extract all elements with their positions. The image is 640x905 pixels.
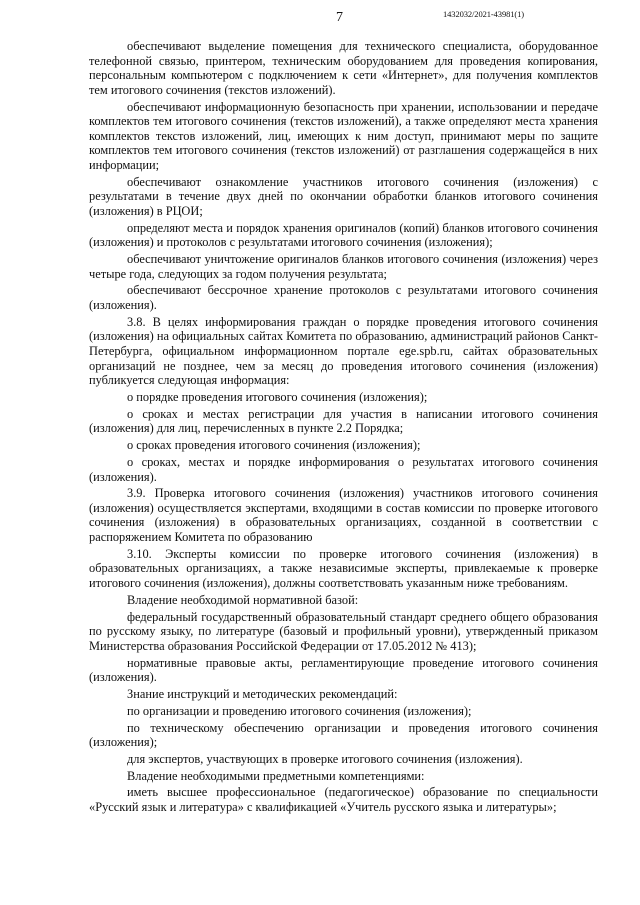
paragraph-instructions: Знание инструкций и методических рекомендаций: xyxy=(127,686,398,701)
paragraph-registration-info: о сроках и местах регистрации для участия в написании итогового сочинения (изложения) для лиц, перечисленных в пункте 2.2 Порядка; xyxy=(89,406,598,436)
paragraph-3-9: 3.9. Проверка итогового сочинения (изложения) участников итогового сочинения (изложения) осуществляется экспертами, входящими в состав комиссии по проверке итогового сочинения (изложения) в образовательных организациях, созданной в соответствии с распоряжением Комитета по образованию xyxy=(89,486,598,545)
paragraph-results-info: о сроках, местах и порядке информирования о результатах итогового сочинения (изложения). xyxy=(89,454,598,484)
paragraph-permanent-storage: обеспечивают бессрочное хранение протоколов с результатами итогового сочинения (изложения). xyxy=(89,283,598,313)
paragraph-information-security: обеспечивают информационную безопасность при хранении, использовании и передаче комплектов тем итогового сочинения (текстов изложений), а также определяют места хранения комплектов текстов изложений, лиц, имеющих к ним доступ, принимают меры по защите комплектов тем итогового сочинения (текстов изложений) от разглашения содержащейся в них информации; xyxy=(89,99,598,172)
page-number: 7 xyxy=(336,10,343,25)
paragraph-fgos: федеральный государственный образовательный стандарт среднего общего образования по русскому языку, по литературе (базовый и профильный уровни), утвержденный приказом Министерства образования Российской Федерации от 17.05.2012 № 413); xyxy=(89,609,598,653)
paragraph-competencies: Владение необходимыми предметными компетенциями: xyxy=(127,768,425,783)
paragraph-normative-base: Владение необходимой нормативной базой: xyxy=(127,592,359,607)
paragraph-3-10: 3.10. Эксперты комиссии по проверке итогового сочинения (изложения) в образовательных организациях, а также независимые эксперты, привлекаемые к проверке итогового сочинения (изложения), должны соответствовать указанным ниже требованиям. xyxy=(89,546,598,591)
document-id: 1432032/2021-43981(1) xyxy=(443,9,525,19)
paragraph-organization: по организации и проведению итогового сочинения (изложения); xyxy=(127,703,472,718)
paragraph-for-experts: для экспертов, участвующих в проверке итогового сочинения (изложения). xyxy=(127,751,523,766)
paragraph-3-8: 3.8. В целях информирования граждан о порядке проведения итогового сочинения (изложения) на официальных сайтах Комитета по образованию, администраций районов Санкт-Петербурга, официальном информационном портале ege.spb.ru, сайтах образовательных организаций не позднее, чем за месяц до проведения итогового сочинения (изложения) публикуется следующая информация: xyxy=(89,314,598,388)
paragraph-storage-places: определяют места и порядок хранения оригиналов (копий) бланков итогового сочинения (изложения) и протоколов с результатами итогового сочинения (изложения); xyxy=(89,220,598,250)
paragraph-higher-education: иметь высшее профессиональное (педагогическое) образование по специальности «Русский язык и литература» с квалификацией «Учитель русского языка и литературы»; xyxy=(89,785,598,815)
paragraph-destruction: обеспечивают уничтожение оригиналов бланков итогового сочинения (изложения) через четыре года, следующих за годом получения результата; xyxy=(89,252,598,281)
paragraph-room-allocation: обеспечивают выделение помещения для технического специалиста, оборудованное телефонной связью, принтером, техническим оборудованием для проведения копирования, персональным компьютером с подключением к сети «Интернет», для получения комплектов тем итогового сочинения (текстов изложений). xyxy=(89,39,598,97)
paragraph-legal-acts: нормативные правовые акты, регламентирующие проведение итогового сочинения (изложения). xyxy=(89,655,598,685)
paragraph-technical-support: по техническому обеспечению организации и проведения итогового сочинения (изложения); xyxy=(89,720,598,750)
paragraph-results-acquaintance: обеспечивают ознакомление участников итогового сочинения (изложения) с результатами в течение двух дней по окончании обработки бланков итогового сочинения (изложения) в РЦОИ; xyxy=(89,174,598,218)
paragraph-dates-info: о сроках проведения итогового сочинения (изложения); xyxy=(127,438,421,453)
paragraph-procedure-info: о порядке проведения итогового сочинения (изложения); xyxy=(127,389,428,404)
document-body xyxy=(89,39,598,817)
